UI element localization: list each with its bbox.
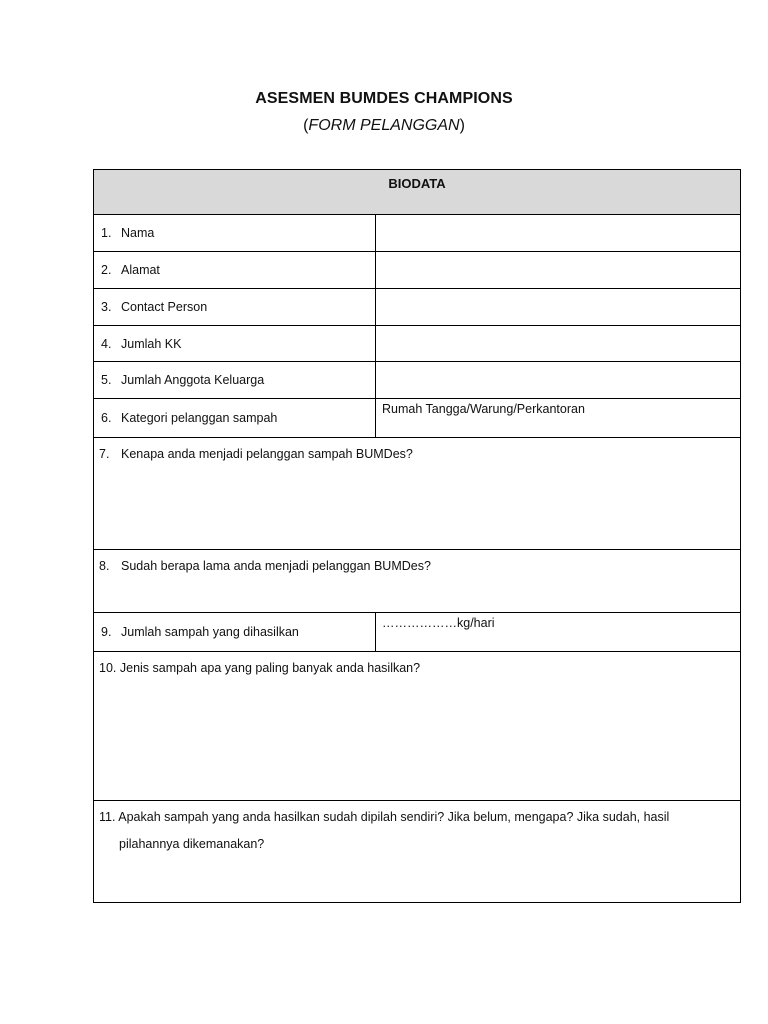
question-text: Kenapa anda menjadi pelanggan sampah BUMDes? <box>121 447 413 461</box>
field-label-cell <box>94 362 376 398</box>
field-number: 4. <box>101 336 112 351</box>
subtitle-text: FORM PELANGGAN <box>308 117 460 134</box>
field-label-cell <box>94 289 376 325</box>
field-number: 6. <box>101 411 112 425</box>
jumlah-kk-input[interactable] <box>376 326 740 361</box>
field-number: 1. <box>101 226 112 240</box>
alamat-input[interactable] <box>376 252 740 288</box>
field-label: Nama <box>121 226 155 240</box>
question-10 <box>94 651 740 800</box>
question-number: 7. <box>99 447 110 461</box>
nama-input[interactable] <box>376 215 740 251</box>
question-8-cell[interactable] <box>94 550 740 612</box>
field-label-cell <box>94 326 376 361</box>
field-label-cell <box>94 252 376 288</box>
subtitle-open-paren: ( <box>303 117 309 134</box>
page-subtitle <box>0 117 768 135</box>
question-number: 11. <box>99 810 116 824</box>
jumlah-sampah-value[interactable]: ………………kg/hari <box>382 616 495 630</box>
field-number: 3. <box>101 300 112 314</box>
field-label: Contact Person <box>121 300 208 314</box>
question-text: Sudah berapa lama anda menjadi pelanggan BUMDes? <box>121 559 431 573</box>
question-number: 8. <box>99 559 110 573</box>
field-label-cell <box>94 613 376 651</box>
question-text: Apakah sampah yang anda hasilkan sudah dipilah sendiri? Jika belum, mengapa? Jika sudah, hasil <box>118 810 670 824</box>
field-label: Alamat <box>121 263 160 277</box>
contact-person-input[interactable] <box>376 289 740 325</box>
subtitle-close-paren: ) <box>459 117 465 134</box>
field-number: 9. <box>101 625 112 639</box>
field-jumlah-kk <box>94 325 740 361</box>
biodata-header: BIODATA <box>94 170 740 214</box>
field-nama <box>94 214 740 251</box>
question-11-cell[interactable] <box>94 801 740 902</box>
page-title: ASESMEN BUMDES CHAMPIONS <box>255 90 513 107</box>
field-number: 5. <box>101 373 112 387</box>
question-7-cell[interactable] <box>94 438 740 549</box>
field-label-cell <box>94 215 376 251</box>
field-label: Jumlah KK <box>121 336 182 351</box>
kategori-pelanggan-value[interactable]: Rumah Tangga/Warung/Perkantoran <box>382 402 585 416</box>
field-kategori-pelanggan <box>94 398 740 437</box>
question-7 <box>94 437 740 549</box>
field-jumlah-anggota-keluarga <box>94 361 740 398</box>
field-number: 2. <box>101 263 112 277</box>
customer-form <box>93 169 741 903</box>
field-label: Jumlah Anggota Keluarga <box>121 373 265 387</box>
question-text: Jenis sampah apa yang paling banyak anda hasilkan? <box>119 661 421 675</box>
question-10-cell[interactable] <box>94 652 740 800</box>
question-11-line-1 <box>99 804 734 831</box>
question-9 <box>94 612 740 651</box>
field-alamat <box>94 251 740 288</box>
jumlah-anggota-keluarga-input[interactable] <box>376 362 740 398</box>
field-label-cell <box>94 399 376 437</box>
field-label: Jumlah sampah yang dihasilkan <box>121 625 299 639</box>
question-8 <box>94 549 740 612</box>
question-11 <box>94 800 740 902</box>
question-text-continued: pilahannya dikemanakan? <box>119 837 265 851</box>
field-contact-person <box>94 288 740 325</box>
question-number: 10. <box>99 661 117 675</box>
field-label: Kategori pelanggan sampah <box>121 411 278 425</box>
